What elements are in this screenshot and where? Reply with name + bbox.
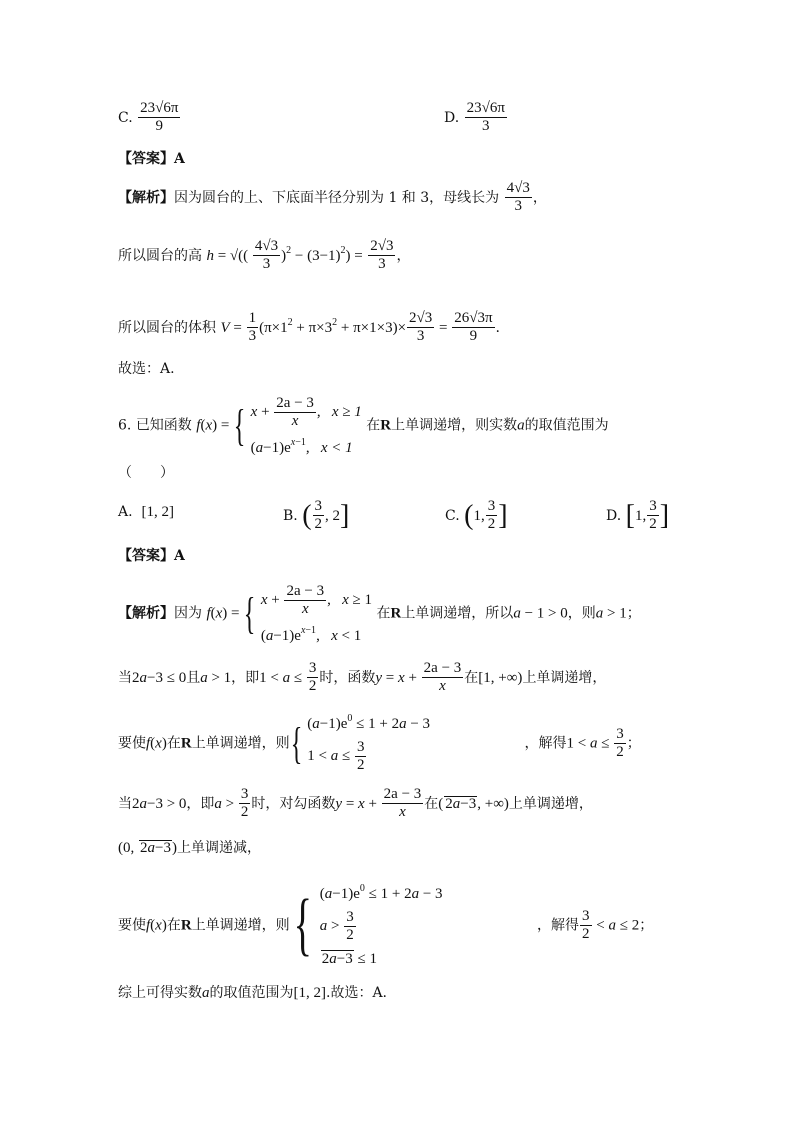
q6-option-c: C. (1, $\frac{3}{2}$ ] bbox=[445, 498, 508, 533]
q6-solution-3: 要使f(x)在R上单调递增，则{ $(a-1)e^0 \le 1 + 2a - 3$ 1 < a ≤ $\frac{3}{2}$ ，解得1 < a ≤ $\frac{3}{2}$ ； bbox=[118, 713, 641, 773]
q6-option-a: A. [1, 2] bbox=[118, 504, 174, 520]
q6-solution-4: 当2a−3 > 0，即a > $\frac{3}{2}$ 时，对勾函数y = x + $\frac{2a - 3}{x}$ 在( 2a−3, +∞)上单调递增， bbox=[118, 786, 593, 821]
option-c bbox=[118, 100, 181, 136]
q6-blank: （ ） bbox=[118, 465, 174, 481]
option-d-label: D. bbox=[444, 109, 460, 126]
option-d bbox=[444, 100, 508, 136]
q6-solution-2: 当2a−3 ≤ 0且a > 1，即1 < a ≤ $\frac{3}{2}$ 时，函数y = x + $\frac{2a - 3}{x}$ 在[1, +∞)上单调递增， bbox=[118, 660, 607, 695]
q5-volume-line: 所以圆台的体积 V = $\frac{1}{3}$ $(\pi\times 1^2 + \pi\times 3^2 + \pi\times 1\times 3)\times$ $\frac{2√3}{3}$ = $\frac{26√3\pi}{9}$ . bbox=[118, 310, 500, 345]
piecewise-cases: x + $\frac{2a - 3}{x}$ , x ≥ 1 $(a-1)e^{x-1}$, x < 1 bbox=[250, 395, 362, 456]
option-c-label: C. bbox=[118, 109, 133, 126]
q6-option-b: B. ( $\frac{3}{2}$ , 2] bbox=[283, 498, 350, 533]
q6-option-d: D. [1, $\frac{3}{2}$ ] bbox=[606, 498, 670, 533]
q6-stem: 6. 已知函数 f(x) = { x + $\frac{2a - 3}{x}$ , x ≥ 1 $(a-1)e^{x-1}$, x < 1 在R上单调递增，则实数a的取值范围为 bbox=[118, 392, 609, 459]
q5-choose: 故选：A. bbox=[118, 361, 175, 377]
q6-solution-1: 【解析】因为 f(x) = { x + $\frac{2a - 3}{x}$ , x ≥ 1 $(a-1)e^{x-1}$, x < 1 在R上单调递增，所以a − 1 > 0，则a > 1； bbox=[118, 583, 641, 644]
q5-analysis-line1: 【解析】因为圆台的上、下底面半径分别为 1 和 3，母线长为 $\frac{4√3}{3}$ ， bbox=[118, 180, 547, 215]
q6-solution-5: (0, 2a−3)上单调递减， bbox=[118, 840, 261, 856]
q6-answer: 【答案】A bbox=[118, 548, 185, 564]
q6-solution-6: 要使f(x)在R上单调递增，则{ $(a-1)e^0 \le 1 + 2a - 3$ a > $\frac{3}{2}$ 2a−3 ≤ 1 ，解得 $\frac{3}{2}$ < a ≤ 2； bbox=[118, 883, 654, 967]
q5-answer: 【答案】A bbox=[118, 151, 185, 167]
option-c-fraction: $\frac{23√6\pi}{9}$ bbox=[140, 100, 179, 135]
option-d-fraction: $\frac{23√6\pi}{3}$ bbox=[466, 100, 505, 135]
q5-height-line: 所以圆台的高 h = √(( $\frac{4√3}{3}$ )$^2 - (3-1)^2$) = $\frac{2√3}{3}$ ， bbox=[118, 238, 411, 273]
q6-conclusion: 综上可得实数a的取值范围为[1, 2].故选：A. bbox=[118, 985, 388, 1001]
